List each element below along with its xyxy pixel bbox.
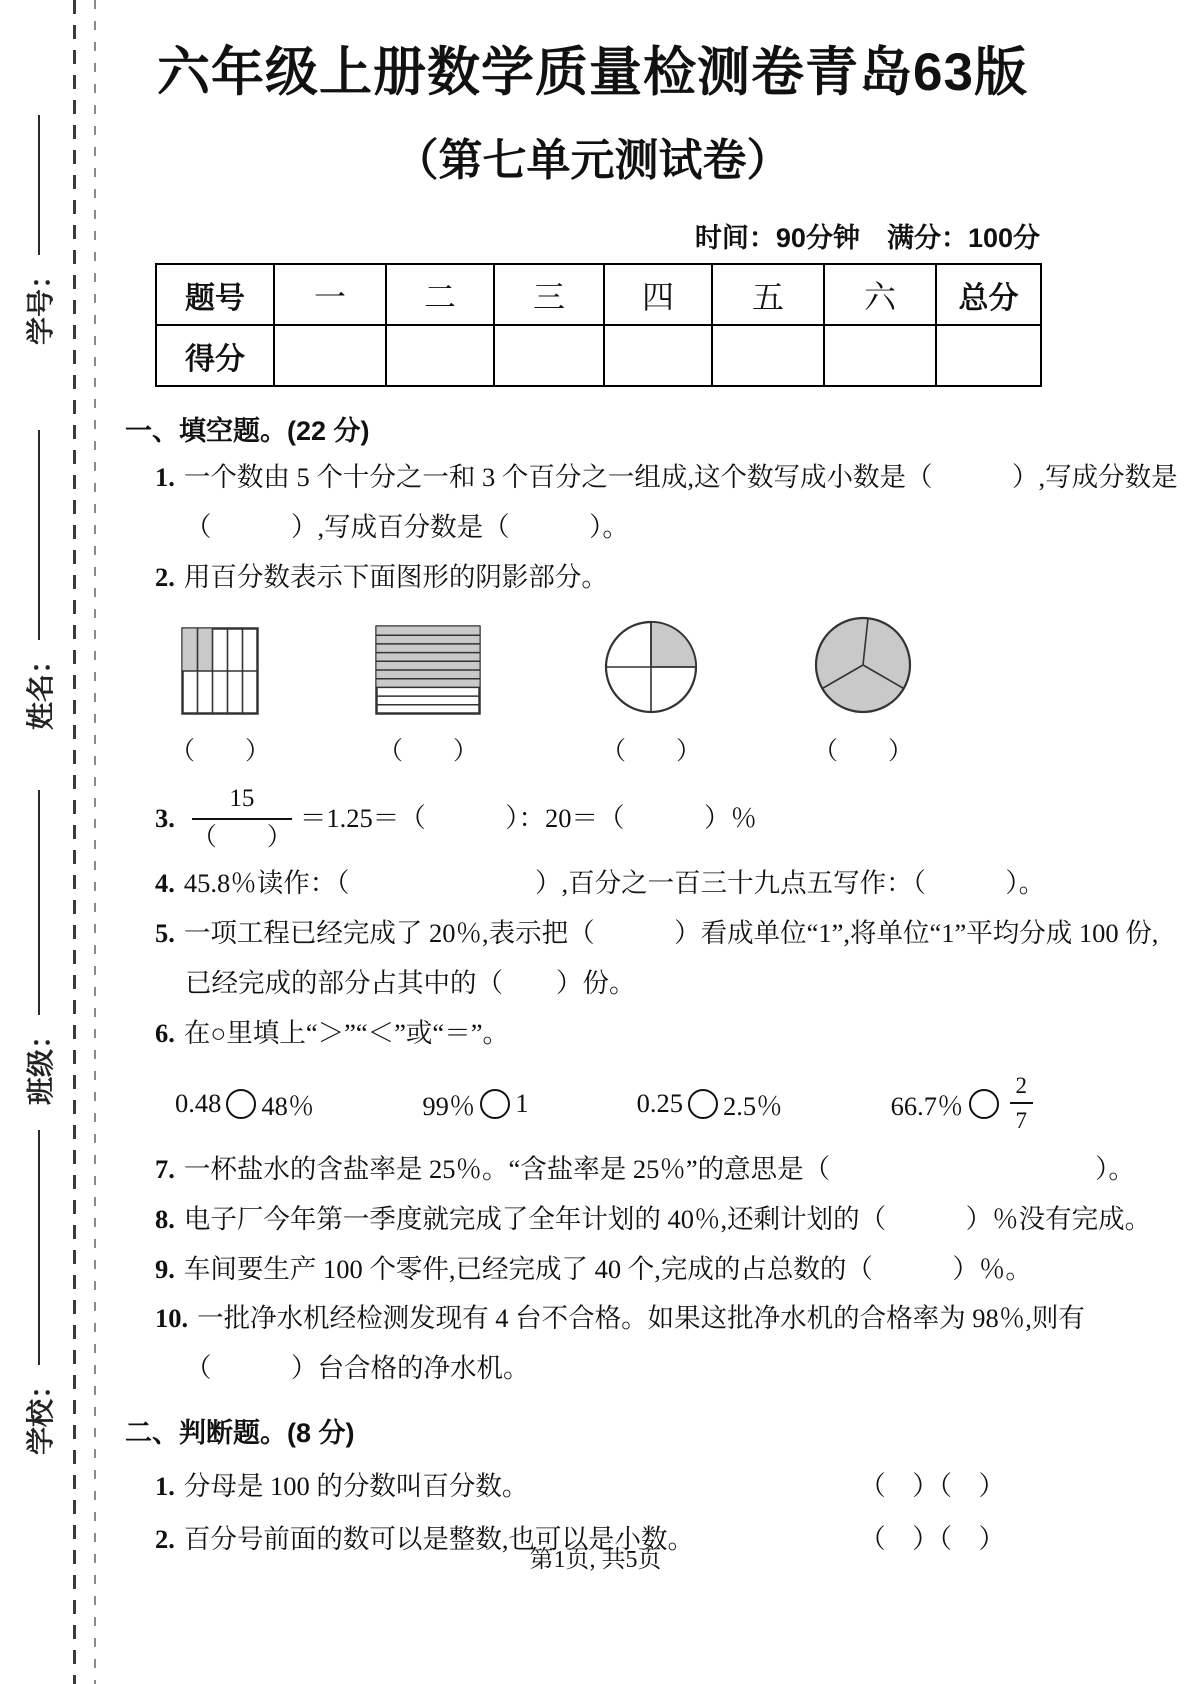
question-5-text: 一项工程已经完成了 20％,表示把（ ）看成单位“1”,将单位“1”平均分成 100 份,: [183, 918, 1159, 948]
score-blank-cell: [824, 325, 936, 386]
comparison-item-1: [175, 1084, 314, 1123]
comparison-circle: [688, 1089, 718, 1119]
score-blank-cell: [386, 325, 494, 386]
figure-circle-thirds: [813, 613, 913, 715]
score-blank-cell: [936, 325, 1041, 386]
question-3-number: 3.: [155, 802, 175, 833]
question-4-text: 45.8％读作：（ ）,百分之一百三十九点五写作：（ ）。: [183, 868, 1046, 899]
score-table-cell: 三: [494, 264, 604, 325]
page-title: 六年级上册数学质量检测卷青岛63版: [157, 43, 1028, 102]
fraction-numerator: 2: [1010, 1071, 1034, 1104]
comparison-item-3: [637, 1084, 783, 1123]
figure-circle-thirds-answer-blank: （ ）: [813, 738, 914, 766]
comparison-left: 99％: [422, 1091, 476, 1122]
judgement-1-answer-blank: （ ）（ ）: [859, 1470, 1005, 1501]
exam-content: [120, 0, 1178, 1570]
fraction-two-sevenths: [1010, 1071, 1034, 1136]
question-6-text: 在○里填上“＞”“＜”或“＝”。: [183, 1017, 509, 1048]
fraction-15-over-blank: [192, 783, 292, 854]
question-10-continued: （ ）台合格的净水机。: [185, 1353, 530, 1384]
class-blank-line: [38, 790, 40, 1015]
school-field: [20, 1130, 58, 1455]
figure-grid-block: [170, 613, 270, 767]
comparison-right: 48％: [261, 1091, 315, 1122]
question-9: [155, 1250, 1065, 1290]
figure-circle-thirds-block: [813, 613, 913, 767]
page-subtitle: （第七单元测试卷）: [394, 136, 791, 185]
question-2-number: 2.: [155, 561, 175, 592]
score-table-cell: 四: [604, 264, 712, 325]
judgement-1-number: 1.: [155, 1470, 175, 1501]
fraction-denominator: 7: [1015, 1108, 1027, 1134]
figure-circle-quarters-block: [601, 613, 701, 767]
figure-stripes-answer-blank: （ ）: [378, 738, 479, 766]
name-blank-line: [38, 430, 40, 640]
question-2-text: 用百分数表示下面图形的阴影部分。: [183, 561, 608, 592]
question-3-text: ＝1.25＝（ ）：20＝（ ）％: [299, 802, 758, 833]
question-7-number: 7.: [155, 1154, 175, 1185]
class-label: 班级：: [25, 1020, 56, 1105]
score-blank-cell: [274, 325, 386, 386]
question-9-number: 9.: [155, 1253, 175, 1284]
question-8-text: 电子厂今年第一季度就完成了全年计划的 40％,还剩计划的（ ）％没有完成。: [183, 1203, 1152, 1234]
score-label-cell: 得分: [156, 325, 274, 386]
question-3: [155, 783, 1065, 854]
question-5-continued: 已经完成的部分占其中的（ ）份。: [185, 967, 636, 998]
score-table-cell: 五: [712, 264, 824, 325]
question-7: [155, 1150, 1135, 1190]
page-number-footer: 第1页, 共5页: [529, 1547, 662, 1573]
question-1-text: 一个数由 5 个十分之一和 3 个百分之一组成,这个数写成小数是（ ）,写成分数是: [183, 462, 1178, 492]
figure-grid: [181, 613, 259, 715]
comparison-right: 1: [515, 1088, 529, 1119]
student-id-blank-line: [38, 115, 40, 255]
question-8: [155, 1200, 1152, 1240]
figure-grid-answer-blank: （ ）: [170, 738, 271, 766]
comparison-left: 0.48: [175, 1088, 222, 1119]
comparison-item-2: [422, 1084, 528, 1123]
class-field: [20, 790, 58, 1105]
question-1-continued: （ ）,写成百分数是（ ）。: [185, 511, 629, 542]
score-blank-cell: [494, 325, 604, 386]
school-blank-line: [38, 1130, 40, 1365]
figure-circle-quarters: [603, 613, 699, 715]
score-table-cell: 一: [274, 264, 386, 325]
score-table-score-row: [156, 325, 1041, 386]
score-table-cell: 总分: [936, 264, 1041, 325]
judgement-1-text-wrap: [155, 1464, 528, 1503]
figure-circle-quarters-answer-blank: （ ）: [601, 738, 702, 766]
perforation-line: [73, 0, 76, 1684]
exam-time-score-info: 时间：90分钟 满分：100分: [694, 223, 1040, 253]
score-table-cell: 六: [824, 264, 936, 325]
score-table-cell: 题号: [156, 264, 274, 325]
student-id-label: 学号：: [25, 260, 56, 345]
comparison-circle: [480, 1089, 510, 1119]
figure-stripes: [375, 613, 481, 715]
fraction-denominator: （ ）: [191, 823, 292, 851]
question-10-text: 一批净水机经检测发现有 4 台不合格。如果这批净水机的合格率为 98％,则有: [197, 1303, 1085, 1334]
score-blank-cell: [712, 325, 824, 386]
judgement-2-answer-blank: （ ）（ ）: [859, 1523, 1005, 1554]
question-5-number: 5.: [155, 918, 175, 948]
comparison-circle: [226, 1089, 256, 1119]
question-4-number: 4.: [155, 868, 175, 899]
comparison-row: [175, 1071, 1035, 1136]
judgement-2-text: 百分号前面的数可以是整数,也可以是小数。: [183, 1523, 694, 1554]
question-2: [155, 558, 1065, 598]
judgement-1-text: 分母是 100 的分数叫百分数。: [183, 1470, 529, 1501]
comparison-right: 2.5％: [723, 1091, 783, 1122]
comparison-left: 66.7％: [890, 1091, 964, 1122]
section2-heading: 二、判断题。(8 分): [125, 1417, 355, 1448]
comparison-circle: [969, 1089, 999, 1119]
question-9-text: 车间要生产 100 个零件,已经完成了 40 个,完成的占总数的（ ）％。: [183, 1253, 1032, 1284]
judgement-question-1: [155, 1464, 1005, 1503]
school-label: 学校：: [25, 1370, 56, 1455]
student-id-field: [20, 115, 58, 345]
comparison-item-4: [891, 1071, 1035, 1136]
figure-stripes-block: [375, 613, 481, 767]
score-blank-cell: [604, 325, 712, 386]
question-8-number: 8.: [155, 1203, 175, 1234]
question-5: [155, 914, 1159, 954]
judgement-2-number: 2.: [155, 1523, 175, 1554]
question-1: [155, 458, 1178, 498]
fraction-numerator: 15: [192, 783, 292, 820]
name-field: [20, 430, 58, 730]
section1-heading: 一、填空题。(22 分): [125, 416, 370, 446]
question-4: [155, 864, 1065, 904]
question-10-number: 10.: [155, 1303, 189, 1334]
name-label: 姓名：: [25, 645, 56, 730]
question-6-number: 6.: [155, 1017, 175, 1048]
shaded-figures-row: [155, 613, 1065, 767]
score-table-header-row: [156, 264, 1041, 325]
question-1-number: 1.: [155, 462, 175, 492]
question-10: [155, 1299, 1085, 1339]
question-6: [155, 1014, 1065, 1054]
perforation-line-2: [94, 0, 96, 1684]
question-7-text: 一杯盐水的含盐率是 25％。“含盐率是 25％”的意思是（ ）。: [183, 1154, 1135, 1185]
score-table: [155, 263, 1042, 387]
score-table-cell: 二: [386, 264, 494, 325]
comparison-left: 0.25: [636, 1088, 683, 1119]
